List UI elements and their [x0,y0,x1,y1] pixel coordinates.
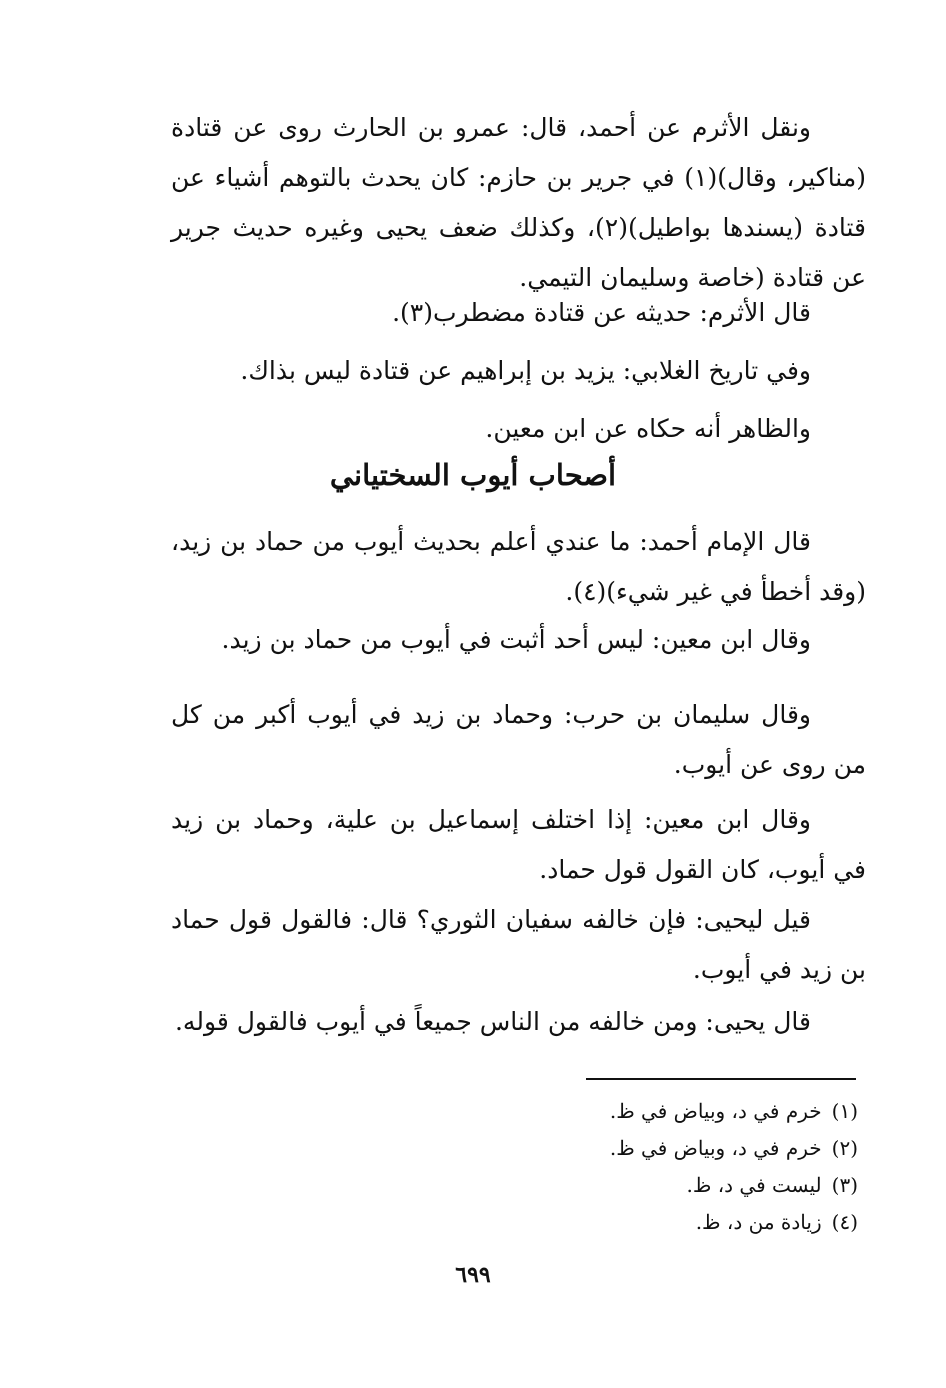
paragraph-ibn-maeen-hikayah: والظاهر أنه حكاه عن ابن معين. [485,414,811,443]
paragraph-sulayman-ibn-harb: وقال سليمان بن حرب: وحماد بن زيد في أيوب أكبر من كل من روى عن أيوب. [171,700,866,779]
paragraph-athram-qatada: ونقل الأثرم عن أحمد، قال: عمرو بن الحارث روى عن قتادة (مناكير، وقال)(١) في جرير بن حازم: كان يحدث بالتوهم أشياء عن قتادة (يسندها بواطيل)(٢)، وكذلك ضعف يحيى وغيره حديث جرير عن قتادة (خاصة وسليمان التيمي. [171,113,866,292]
paragraph-ibn-maeen-ikhtilaf: وقال ابن معين: إذا اختلف إسماعيل بن علية، وحماد بن زيد في أيوب، كان القول قول حماد. [171,805,866,884]
footnote-number: (٢) [831,1136,858,1160]
paragraph-athram-mudtarib: قال الأثرم: حديثه عن قتادة مضطرب(٣). [392,298,811,327]
footnote-3 [686,1171,858,1199]
footnote-number: (٤) [831,1210,858,1234]
paragraph-ibn-maeen-athbat: وقال ابن معين: ليس أحد أثبت في أيوب من حماد بن زيد. [221,625,811,654]
footnote-text: خرم في د، وبياض في ظ. [609,1099,822,1123]
paragraph-ghalabi: وفي تاريخ الغلابي: يزيد بن إبراهيم عن قتادة ليس بذاك. [240,356,811,385]
footnote-2 [610,1134,858,1162]
paragraph-yahya-qawluh: قال يحيى: ومن خالفه من الناس جميعاً في أيوب فالقول قوله. [174,1007,811,1036]
footnote-text: ليست في د، ظ. [686,1173,822,1197]
footnote-4 [696,1208,858,1236]
footnote-1 [610,1097,858,1125]
section-heading: أصحاب أيوب السختياني [329,458,617,492]
page-number: ٦٩٩ [455,1262,491,1288]
footnote-text: خرم في د، وبياض في ظ. [609,1136,822,1160]
paragraph-qeela-li-yahya: قيل ليحيى: فإن خالفه سفيان الثوري؟ قال: فالقول قول حماد بن زيد في أيوب. [171,905,866,984]
footnote-number: (٣) [831,1173,858,1197]
footnote-number: (١) [831,1099,858,1123]
paragraph-imam-ahmad: قال الإمام أحمد: ما عندي أعلم بحديث أيوب من حماد بن زيد، (وقد أخطأ في غير شيء)(٤). [171,527,866,606]
footnote-text: زيادة من د، ظ. [695,1210,822,1234]
footnote-divider [586,1078,856,1080]
